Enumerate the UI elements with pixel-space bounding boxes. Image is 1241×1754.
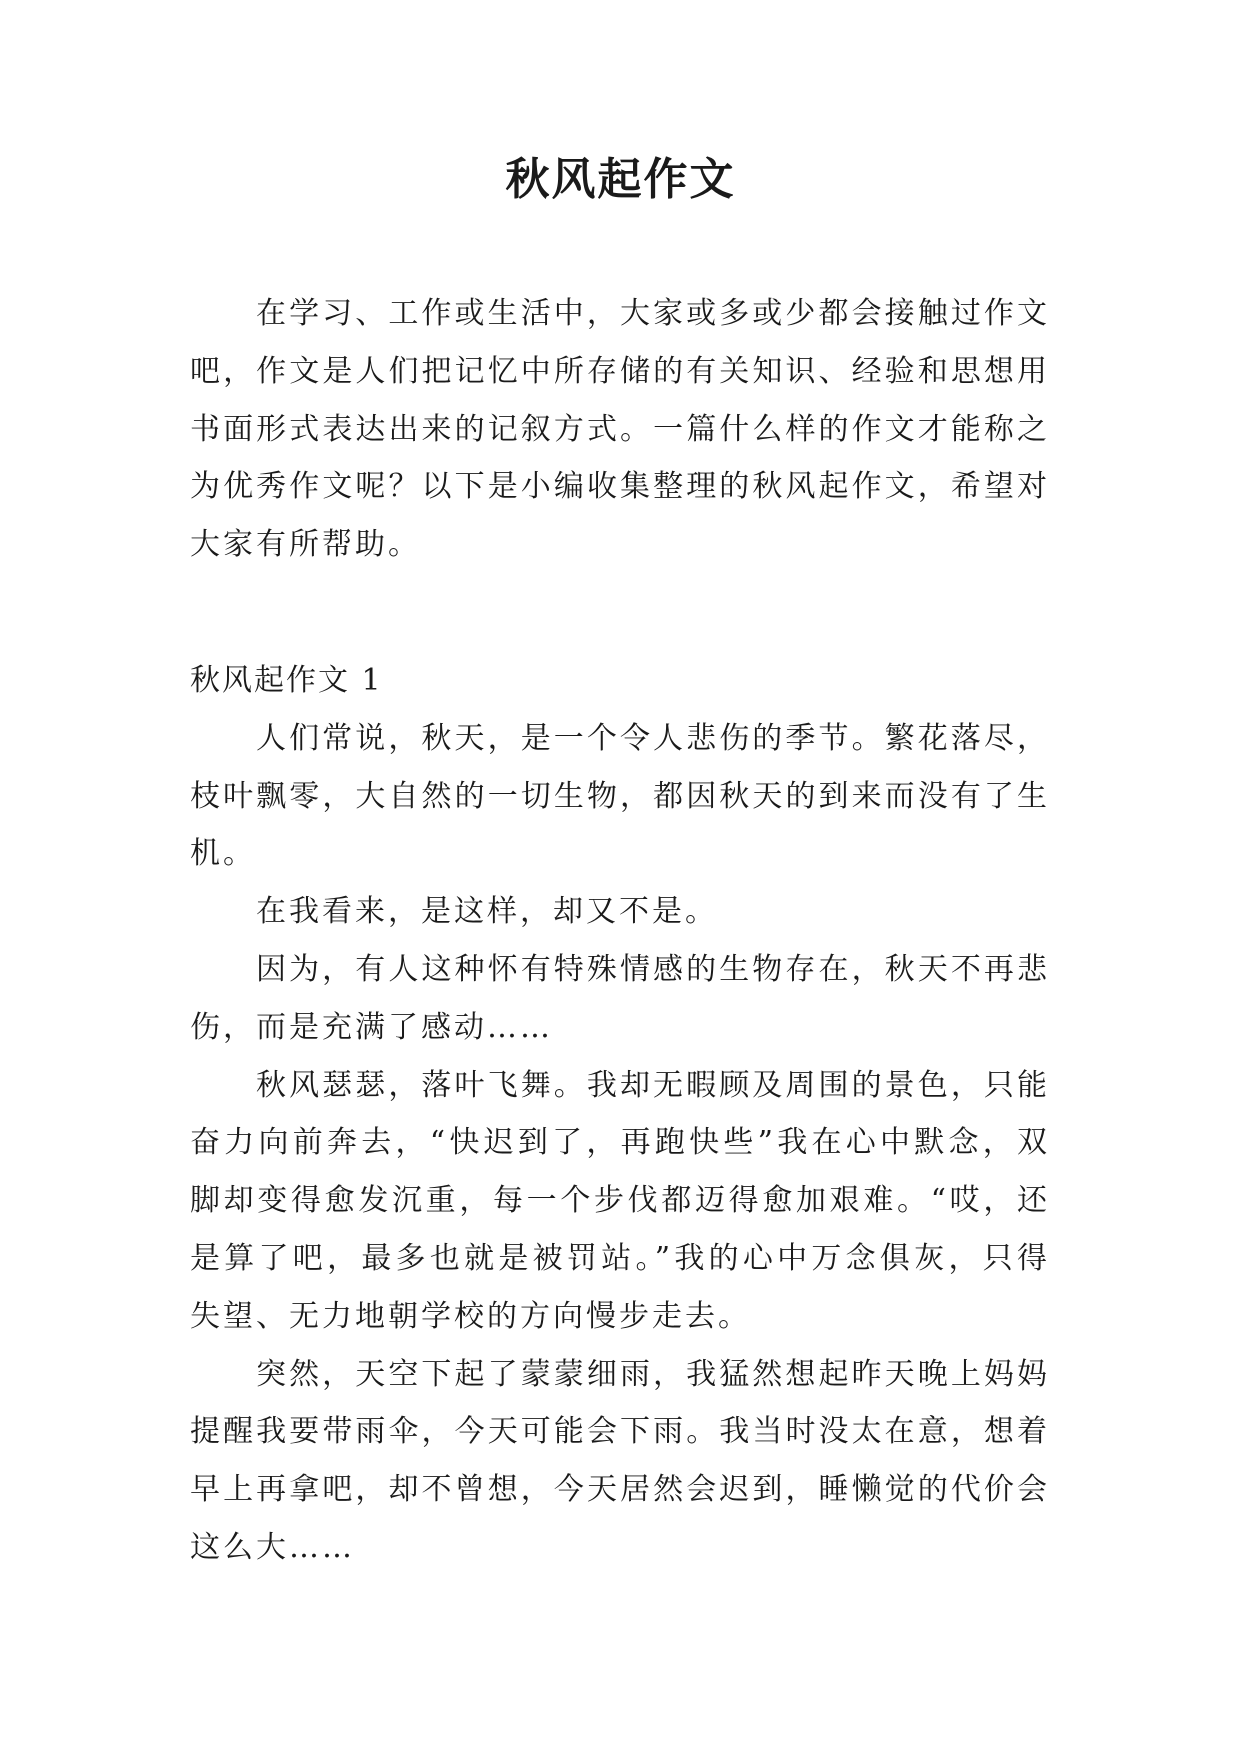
section-heading: 秋风起作文 1	[190, 662, 383, 698]
intro-paragraph: 在学习、工作或生活中，大家或多或少都会接触过作文吧，作文是人们把记忆中所存储的有关知识、经验和思想用书面形式表达出来的记叙方式。一篇什么样的作文才能称之为优秀作文呢？以下是小编收集整理的秋风起作文，希望对大家有所帮助。	[190, 296, 1050, 563]
body-paragraph: 因为，有人这种怀有特殊情感的生物存在，秋天不再悲伤，而是充满了感动……	[190, 951, 1050, 1045]
document-body	[190, 285, 1050, 1577]
body-paragraph: 秋风瑟瑟，落叶飞舞。我却无暇顾及周围的景色，只能奋力向前奔去，“快迟到了，再跑快些”我在心中默念，双脚却变得愈发沉重，每一个步伐都迈得愈加艰难。“哎，还是算了吧，最多也就是被罚站。”我的心中万念俱灰，只得失望、无力地朝学校的方向慢步走去。	[190, 1067, 1050, 1334]
document-title: 秋风起作文	[505, 154, 736, 205]
body-paragraph: 突然，天空下起了蒙蒙细雨，我猛然想起昨天晚上妈妈提醒我要带雨伞，今天可能会下雨。我当时没太在意，想着早上再拿吧，却不曾想，今天居然会迟到，睡懒觉的代价会这么大……	[190, 1356, 1050, 1565]
body-paragraph: 在我看来，是这样，却又不是。	[256, 894, 718, 930]
section-spacer	[190, 574, 1050, 652]
body-paragraph: 人们常说，秋天，是一个令人悲伤的季节。繁花落尽，枝叶飘零，大自然的一切生物，都因秋天的到来而没有了生机。	[190, 720, 1050, 872]
